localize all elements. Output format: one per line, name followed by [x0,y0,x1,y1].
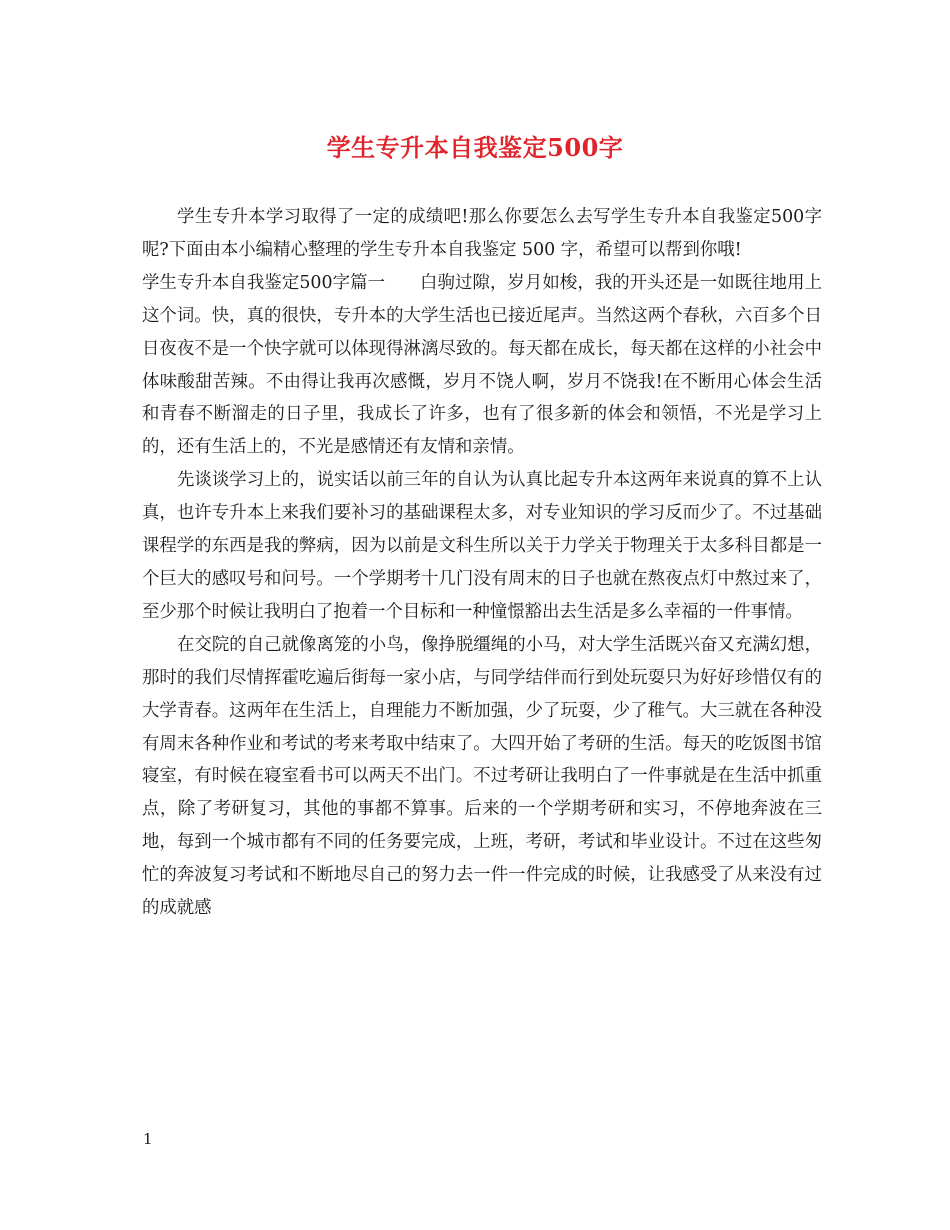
paragraph-life: 在交院的自己就像离笼的小鸟，像挣脱缰绳的小马，对大学生活既兴奋又充满幻想，那时的我们尽情挥霍吃遍后街每一家小店，与同学结伴而行到处玩耍只为好好珍惜仅有的大学青春。这两年在生活上，自理能力不断加强，少了玩耍，少了稚气。大三就在各种没有周末各种作业和考试的考来考取中结束了。大四开始了考研的生活。每天的吃饭图书馆寝室，有时候在寝室看书可以两天不出门。不过考研让我明白了一件事就是在生活中抓重点，除了考研复习，其他的事都不算事。后来的一个学期考研和实习，不停地奔波在三地，每到一个城市都有不同的任务要完成，上班，考研，考试和毕业设计。不过在这些匆忙的奔波复习考试和不断地尽自己的努力去一件一件完成的时候，让我感受了从来没有过的成就感 [142,634,822,919]
page-number: 1 [143,1130,153,1148]
document-title: 学生专升本自我鉴定500字 [326,133,624,162]
paragraph-study: 先谈谈学习上的，说实话以前三年的自认为认真比起专升本这两年来说真的算不上认真，也许专升本上来我们要补习的基础课程太多，对专业知识的学习反而少了。不过基础课程学的东西是我的弊病，因为以前是文科生所以关于力学关于物理关于太多科目都是一个巨大的感叹号和问号。一个学期考十几门没有周末的日子也就在熬夜点灯中熬过来了，至少那个时候让我明白了抱着一个目标和一种憧憬豁出去生活是多么幸福的一件事情。 [142,470,822,622]
document-body [142,201,822,925]
paragraph-part-one: 学生专升本自我鉴定500字篇一 白驹过隙，岁月如梭，我的开头还是一如既往地用上这个词。快，真的很快，专升本的大学生活也已接近尾声。当然这两个春秋，六百多个日日夜夜不是一个快字就可以体现得淋漓尽致的。每天都在成长，每天都在这样的小社会中体味酸甜苦辣。不由得让我再次感慨，岁月不饶人啊，岁月不饶我!在不断用心体会生活和青春不断溜走的日子里，我成长了许多，也有了很多新的体会和领悟，不光是学习上的，还有生活上的，不光是感情还有友情和亲情。 [142,272,822,458]
paragraph-intro: 学生专升本学习取得了一定的成绩吧!那么你要怎么去写学生专升本自我鉴定500字呢?下面由本小编精心整理的学生专升本自我鉴定 500 字，希望可以帮到你哦! [142,207,822,260]
